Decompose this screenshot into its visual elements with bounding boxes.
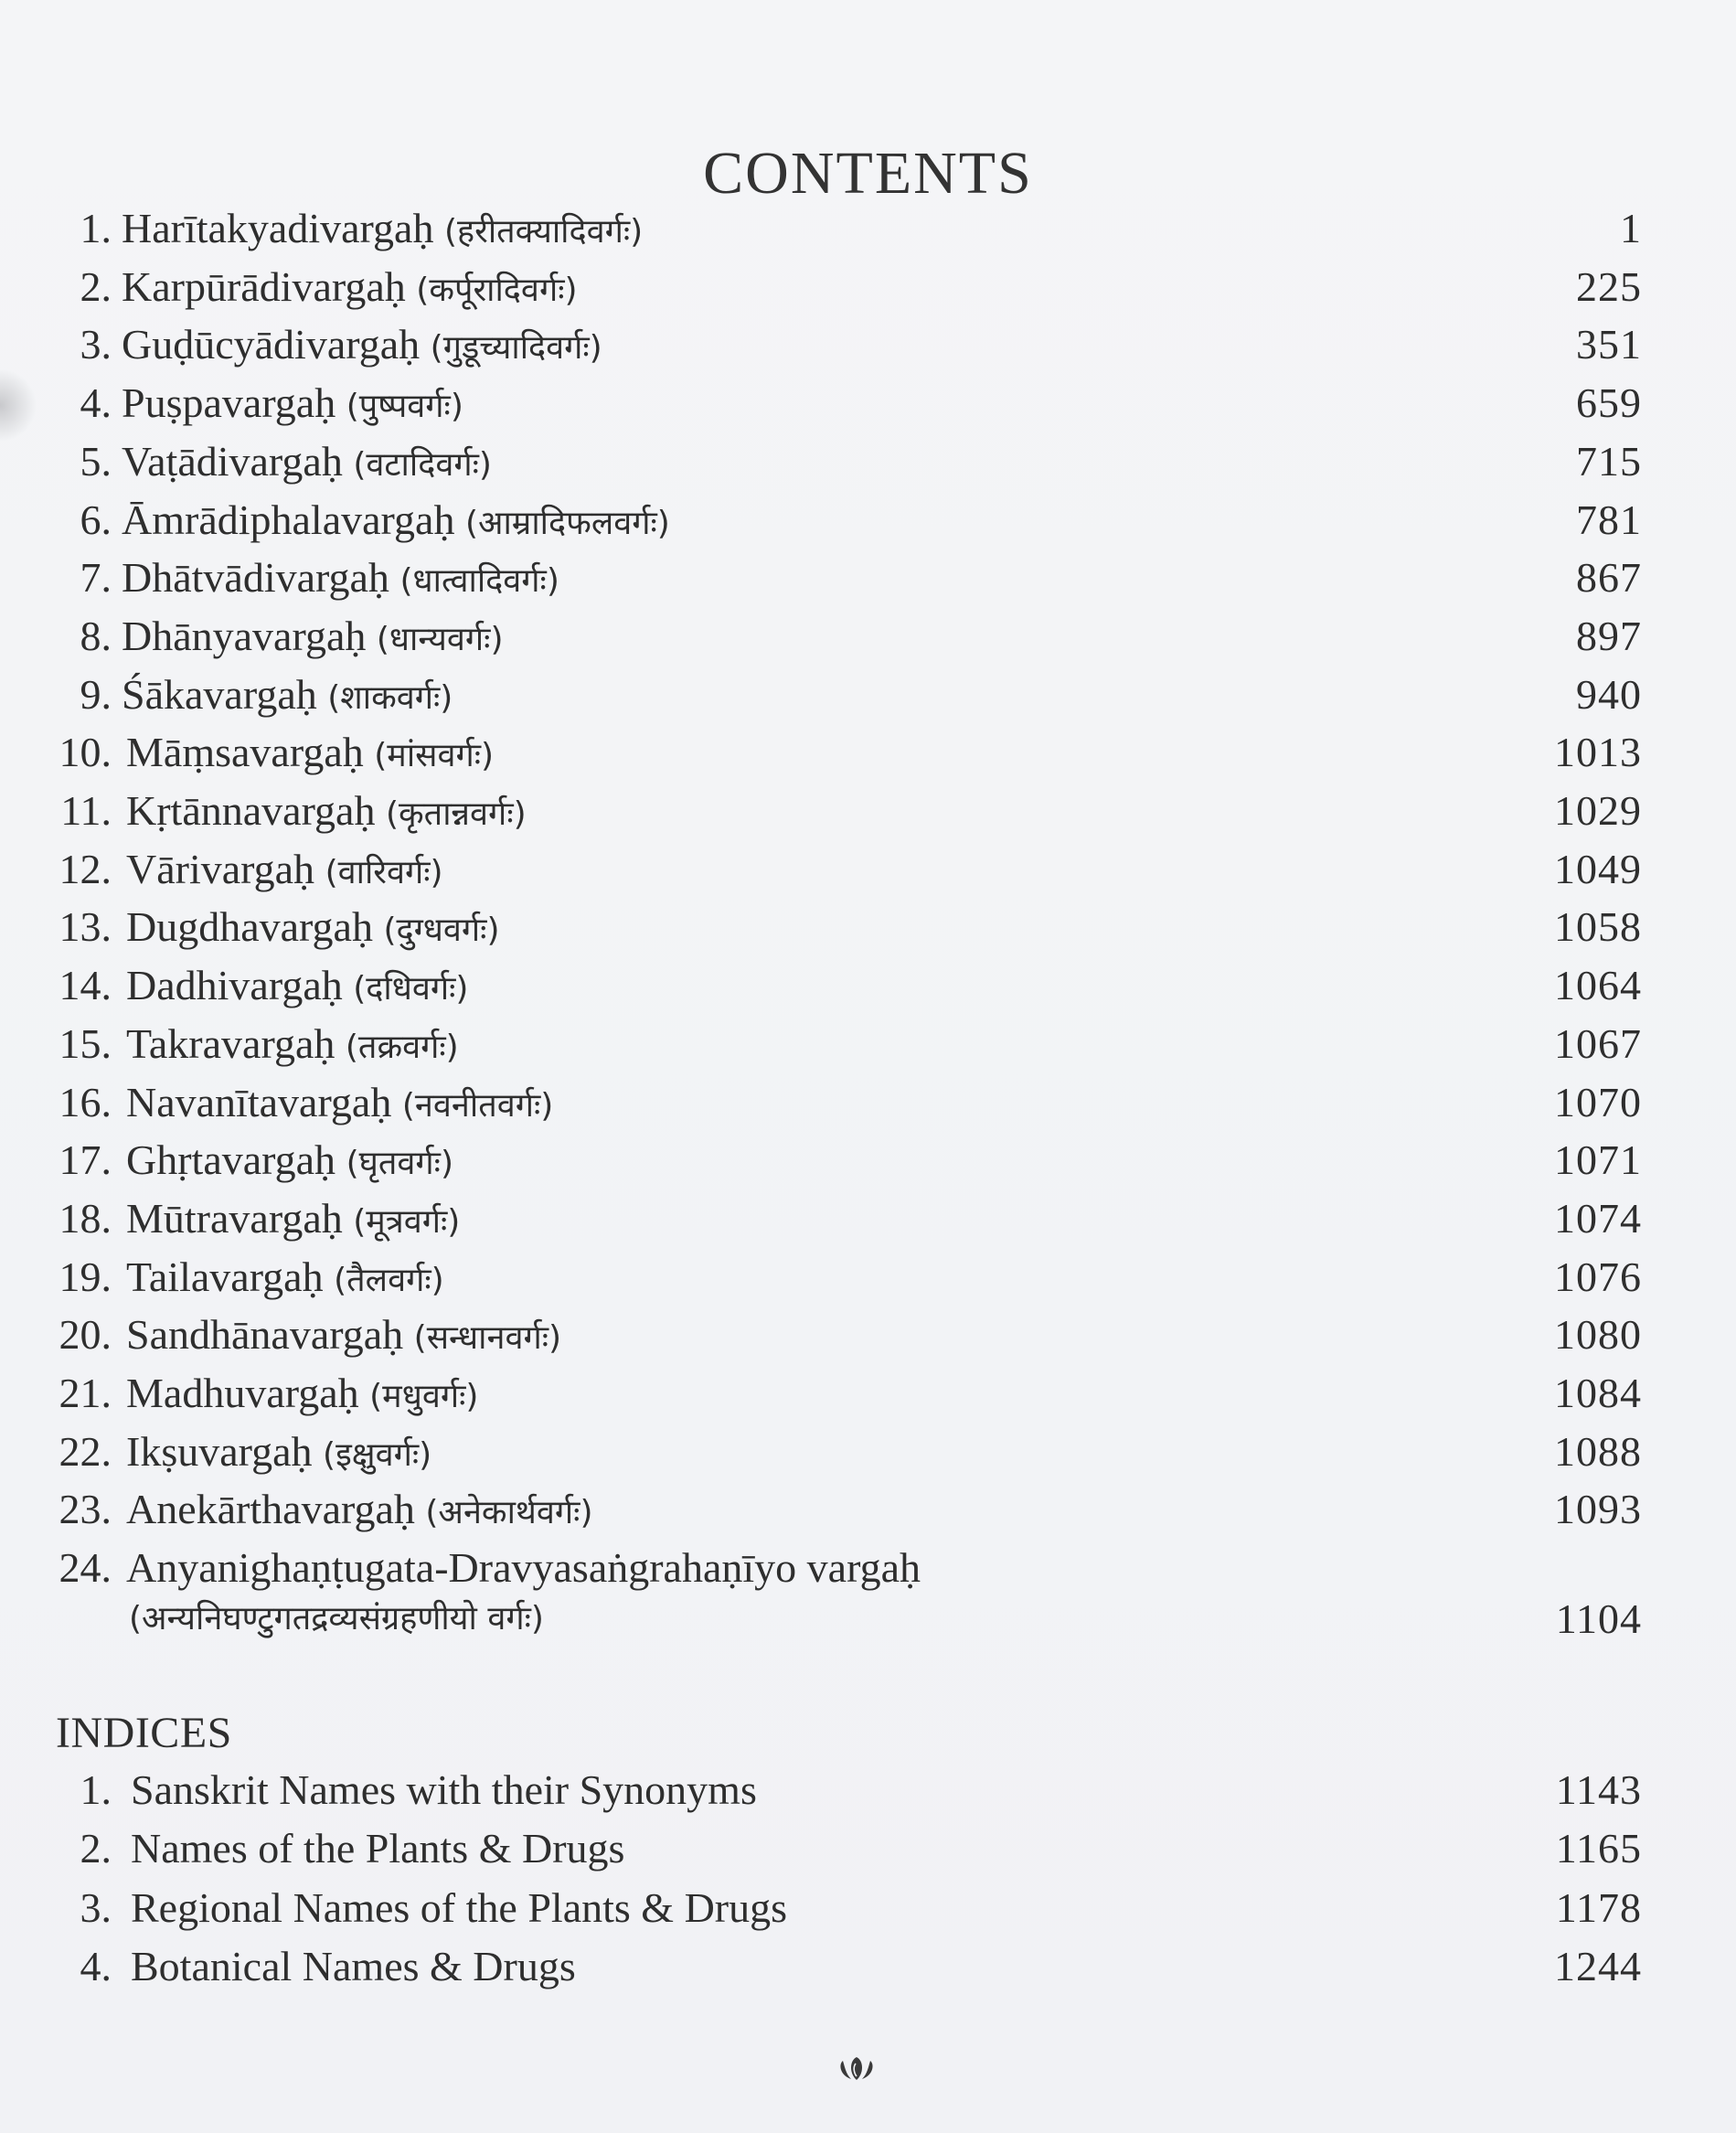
entry-devanagari: (दधिवर्गः) bbox=[353, 970, 469, 1008]
entry-number: 16. bbox=[59, 1078, 112, 1125]
toc-entry[interactable] bbox=[0, 725, 1736, 780]
entry-title bbox=[122, 201, 643, 260]
toc-entry[interactable] bbox=[0, 201, 1736, 256]
entry-number: 8. bbox=[80, 612, 112, 659]
toc-entry[interactable] bbox=[0, 1482, 1736, 1537]
entry-page-number: 867 bbox=[1576, 554, 1642, 602]
entry-number: 5. bbox=[80, 437, 112, 485]
entry-devanagari: (नवनीतवर्गः) bbox=[401, 1086, 554, 1125]
toc-entry[interactable] bbox=[0, 1366, 1736, 1421]
toc-entry-continuation bbox=[0, 1592, 1736, 1647]
toc-entry[interactable] bbox=[0, 609, 1736, 664]
entry-title bbox=[126, 1541, 921, 1595]
toc-entry[interactable] bbox=[0, 1424, 1736, 1479]
entry-page-number: 1058 bbox=[1554, 903, 1642, 951]
toc-entry[interactable] bbox=[0, 667, 1736, 722]
entry-devanagari: (मधुवर्गः) bbox=[369, 1378, 479, 1415]
entry-transliteration: Dadhivargaḥ bbox=[126, 962, 343, 1009]
index-page-number: 1178 bbox=[1555, 1884, 1642, 1931]
toc-entry[interactable] bbox=[0, 1191, 1736, 1246]
entry-page-number: 1070 bbox=[1554, 1078, 1642, 1125]
toc-entry[interactable] bbox=[0, 842, 1736, 897]
entry-title bbox=[126, 1075, 553, 1134]
entry-title bbox=[126, 958, 468, 1017]
entry-title bbox=[126, 784, 527, 842]
lotus-icon bbox=[837, 2055, 876, 2083]
toc-entry[interactable] bbox=[0, 1541, 1736, 1595]
entry-title bbox=[126, 1482, 593, 1541]
entry-transliteration: Harītakyadivargaḥ bbox=[122, 205, 434, 251]
entry-transliteration: Tailavargaḥ bbox=[126, 1253, 324, 1300]
toc-entry[interactable] bbox=[0, 1075, 1736, 1130]
entry-transliteration: Navanītavargaḥ bbox=[126, 1078, 392, 1125]
entry-page-number: 1074 bbox=[1554, 1194, 1642, 1242]
entry-transliteration: Āmrādiphalavargaḥ bbox=[122, 496, 455, 543]
entry-devanagari: (दुग्धवर्गः) bbox=[383, 912, 500, 950]
entry-number: 19. bbox=[59, 1253, 112, 1300]
entry-page-number: 1 bbox=[1620, 205, 1642, 251]
entry-number: 3. bbox=[80, 321, 112, 368]
entry-page-number: 781 bbox=[1576, 496, 1642, 543]
entry-page-number: 1013 bbox=[1554, 729, 1642, 776]
entry-transliteration: Guḍūcyādivargaḥ bbox=[122, 321, 421, 368]
entry-title bbox=[122, 493, 670, 551]
index-number: 3. bbox=[80, 1884, 112, 1931]
entry-number: 6. bbox=[80, 496, 112, 543]
entry-devanagari: (गुडूच्यादिवर्गः) bbox=[430, 329, 602, 368]
entry-page-number: 1088 bbox=[1554, 1427, 1642, 1475]
entry-page-number: 351 bbox=[1576, 321, 1642, 368]
entry-transliteration: Anekārthavargaḥ bbox=[126, 1486, 415, 1533]
entry-title bbox=[122, 317, 602, 376]
toc-entry[interactable] bbox=[0, 958, 1736, 1013]
entry-number: 20. bbox=[59, 1311, 112, 1359]
entry-page-number: 1067 bbox=[1554, 1019, 1642, 1067]
entry-number: 10. bbox=[59, 729, 112, 776]
index-title: Botanical Names & Drugs bbox=[131, 1943, 576, 1989]
entry-title bbox=[126, 842, 443, 901]
entry-transliteration: Anyanighaṇṭugata-Dravyasaṅgrahaṇīyo vargaḥ bbox=[126, 1544, 921, 1592]
entry-title bbox=[126, 1017, 459, 1075]
toc-entry[interactable] bbox=[0, 900, 1736, 955]
toc-entry[interactable] bbox=[0, 1307, 1736, 1362]
entry-devanagari: (कृतान्नवर्गः) bbox=[385, 795, 527, 833]
entry-number: 17. bbox=[59, 1136, 112, 1184]
entry-number: 22. bbox=[59, 1427, 112, 1475]
toc-entry[interactable] bbox=[0, 434, 1736, 489]
index-entry[interactable] bbox=[0, 1939, 1736, 1994]
entry-transliteration: Māṃsavargaḥ bbox=[126, 729, 364, 776]
entry-page-number: 1049 bbox=[1554, 845, 1642, 892]
entry-devanagari: (इक्षुवर्गः) bbox=[323, 1435, 432, 1474]
entry-title bbox=[126, 1250, 444, 1308]
entry-devanagari: (वारिवर्गः) bbox=[325, 853, 443, 891]
entry-number: 18. bbox=[59, 1194, 112, 1242]
entry-transliteration: Ghṛtavargaḥ bbox=[126, 1136, 336, 1184]
entry-number: 21. bbox=[59, 1370, 112, 1416]
entry-title bbox=[126, 1133, 453, 1191]
index-page-number: 1244 bbox=[1554, 1943, 1642, 1989]
index-title: Regional Names of the Plants & Drugs bbox=[131, 1884, 788, 1931]
entry-title bbox=[122, 260, 578, 318]
index-number: 2. bbox=[80, 1825, 112, 1872]
entry-devanagari: (हरीतक्यादिवर्गः) bbox=[443, 213, 644, 251]
entry-devanagari: (धान्यवर्गः) bbox=[376, 620, 504, 658]
entry-title bbox=[126, 1307, 561, 1366]
entry-number: 1. bbox=[80, 205, 112, 251]
toc-entry[interactable] bbox=[0, 550, 1736, 605]
entry-page-number: 1071 bbox=[1554, 1136, 1642, 1184]
toc-entry[interactable] bbox=[0, 317, 1736, 372]
entry-devanagari: (वटादिवर्गः) bbox=[353, 445, 492, 484]
entry-number: 4. bbox=[80, 379, 112, 427]
entry-page-number: 1104 bbox=[1555, 1595, 1642, 1643]
entry-title bbox=[122, 550, 559, 609]
entry-page-number: 1064 bbox=[1554, 962, 1642, 1009]
entry-page-number: 1076 bbox=[1554, 1253, 1642, 1300]
entry-transliteration: Mūtravargaḥ bbox=[126, 1194, 343, 1242]
entry-transliteration: Kṛtānnavargaḥ bbox=[126, 787, 376, 834]
entry-number: 23. bbox=[59, 1486, 112, 1533]
entry-number: 2. bbox=[80, 262, 112, 310]
toc-entry[interactable] bbox=[0, 784, 1736, 838]
entry-title bbox=[122, 376, 463, 434]
entry-transliteration: Vaṭādivargaḥ bbox=[122, 437, 343, 485]
entry-devanagari: (अन्यनिघण्टुगतद्रव्यसंग्रहणीयो वर्गः) bbox=[129, 1600, 544, 1638]
entry-devanagari: (घृतवर्गः) bbox=[346, 1145, 454, 1183]
entry-devanagari: (तैलवर्गः) bbox=[334, 1261, 444, 1299]
index-title: Names of the Plants & Drugs bbox=[131, 1825, 625, 1872]
index-page-number: 1143 bbox=[1555, 1766, 1642, 1813]
entry-page-number: 897 bbox=[1576, 612, 1642, 659]
entry-title bbox=[122, 609, 504, 667]
index-title: Sanskrit Names with their Synonyms bbox=[131, 1766, 757, 1813]
entry-title bbox=[122, 434, 492, 493]
toc-entry[interactable] bbox=[0, 1250, 1736, 1305]
entry-page-number: 1084 bbox=[1554, 1370, 1642, 1416]
entry-number: 13. bbox=[59, 903, 112, 951]
entry-number: 11. bbox=[60, 787, 112, 834]
entry-title bbox=[126, 725, 494, 784]
entry-number: 9. bbox=[80, 670, 112, 718]
entry-page-number: 1093 bbox=[1554, 1486, 1642, 1533]
entry-devanagari: (सन्धानवर्गः) bbox=[413, 1319, 562, 1358]
entry-page-number: 1080 bbox=[1554, 1311, 1642, 1359]
entry-devanagari: (मूत्रवर्गः) bbox=[353, 1202, 461, 1241]
entry-devanagari: (मांसवर्गः) bbox=[374, 737, 495, 775]
index-number: 4. bbox=[80, 1943, 112, 1989]
entry-transliteration: Ikṣuvargaḥ bbox=[126, 1427, 313, 1475]
index-entry[interactable] bbox=[0, 1821, 1736, 1876]
entry-number: 15. bbox=[59, 1019, 112, 1067]
entry-transliteration: Dugdhavargaḥ bbox=[126, 903, 373, 951]
index-entry[interactable] bbox=[0, 1881, 1736, 1936]
toc-entry[interactable] bbox=[0, 260, 1736, 315]
entry-title bbox=[126, 900, 500, 958]
index-page-number: 1165 bbox=[1555, 1825, 1642, 1872]
indices-heading: INDICES bbox=[56, 1709, 232, 1757]
entry-transliteration: Vārivargaḥ bbox=[126, 845, 315, 892]
entry-title bbox=[122, 667, 453, 726]
entry-transliteration: Śākavargaḥ bbox=[122, 670, 317, 718]
entry-page-number: 715 bbox=[1576, 437, 1642, 485]
entry-devanagari: (तक्रवर्गः) bbox=[345, 1028, 459, 1066]
entry-title bbox=[126, 1424, 431, 1483]
entry-devanagari: (आम्रादिफलवर्गः) bbox=[464, 504, 670, 542]
index-number: 1. bbox=[80, 1766, 112, 1813]
toc-entry[interactable] bbox=[0, 1133, 1736, 1188]
entry-number: 12. bbox=[59, 845, 112, 892]
entry-page-number: 940 bbox=[1576, 670, 1642, 718]
entry-transliteration: Puṣpavargaḥ bbox=[122, 379, 336, 427]
entry-transliteration: Karpūrādivargaḥ bbox=[122, 262, 406, 310]
entry-devanagari: (शाकवर्गः) bbox=[327, 678, 453, 717]
entry-devanagari: (अनेकार्थवर्गः) bbox=[425, 1494, 593, 1532]
entry-title bbox=[126, 1191, 460, 1250]
entry-transliteration: Sandhānavargaḥ bbox=[126, 1311, 404, 1359]
entry-transliteration: Takravargaḥ bbox=[126, 1019, 335, 1067]
entry-devanagari: (धात्वादिवर्गः) bbox=[399, 562, 559, 601]
entry-page-number: 659 bbox=[1576, 379, 1642, 427]
entry-transliteration: Madhuvargaḥ bbox=[126, 1370, 359, 1416]
page-title: CONTENTS bbox=[703, 140, 1033, 208]
entry-transliteration: Dhānyavargaḥ bbox=[122, 612, 367, 659]
entry-number: 14. bbox=[59, 962, 112, 1009]
toc-entry[interactable] bbox=[0, 376, 1736, 431]
entry-number: 24. bbox=[59, 1544, 112, 1592]
toc-entry[interactable] bbox=[0, 1017, 1736, 1072]
entry-title bbox=[126, 1366, 478, 1424]
toc-entry[interactable] bbox=[0, 493, 1736, 548]
entry-devanagari: (कर्पूरादिवर्गः) bbox=[416, 271, 578, 309]
entry-devanagari: (पुष्पवर्गः) bbox=[346, 388, 463, 426]
index-entry[interactable] bbox=[0, 1763, 1736, 1818]
entry-transliteration: Dhātvādivargaḥ bbox=[122, 554, 389, 602]
entry-page-number: 1029 bbox=[1554, 787, 1642, 834]
entry-number: 7. bbox=[80, 554, 112, 602]
entry-page-number: 225 bbox=[1576, 262, 1642, 310]
